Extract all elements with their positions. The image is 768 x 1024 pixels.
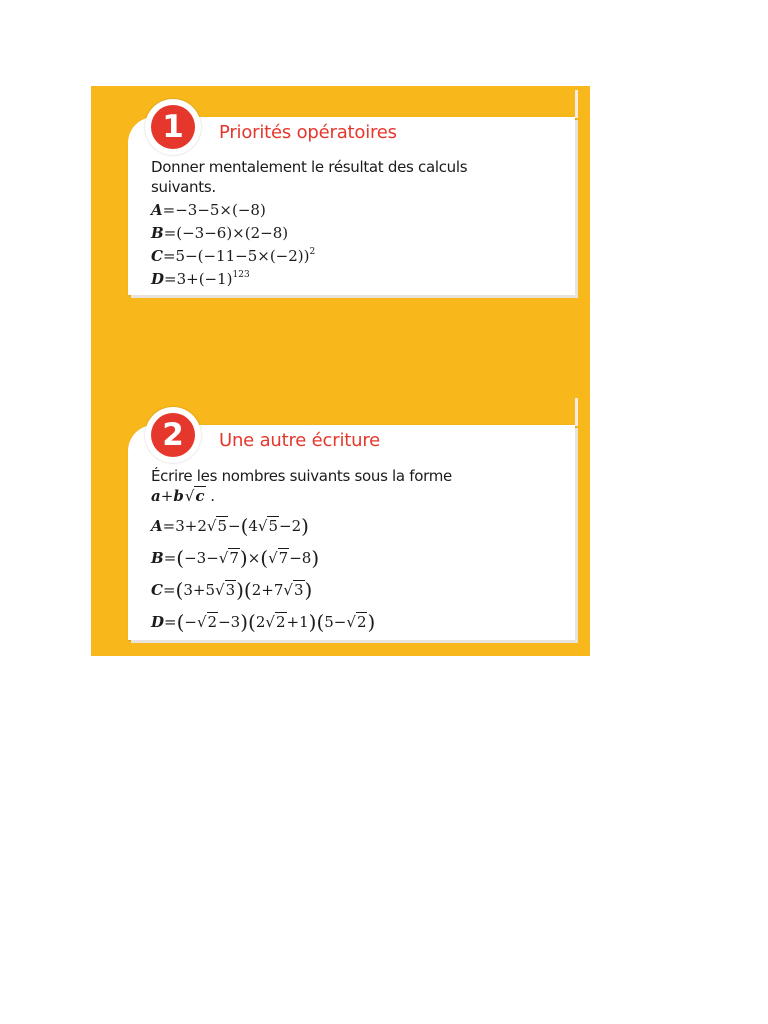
- expression-C: [151, 247, 315, 265]
- expression-exponent: 2: [309, 247, 316, 257]
- paren: ): [304, 578, 313, 602]
- expression-part: +1: [286, 613, 309, 631]
- expression-part: 2: [255, 613, 266, 631]
- card-separator: [575, 90, 578, 118]
- exercise-title: Priorités opératoires: [219, 122, 397, 143]
- expression-body: =5−(−11−5×(−2)): [162, 247, 310, 265]
- form-variable: b: [173, 487, 184, 505]
- expression-part: 4: [248, 517, 258, 535]
- expression-part: ×: [247, 549, 261, 567]
- expression-C: [151, 578, 312, 602]
- radicand: c: [195, 487, 205, 505]
- expression-part: −2: [279, 517, 302, 535]
- radicand: 7: [278, 549, 289, 567]
- expression-part: 3+5: [183, 581, 215, 599]
- instruction-line: suivants.: [151, 178, 216, 196]
- radicand: 2: [356, 613, 367, 631]
- target-form: a+b√c .: [151, 487, 216, 505]
- sqrt-sign: √: [196, 613, 207, 631]
- exercise-instruction: [151, 157, 467, 197]
- sqrt-sign: √: [257, 517, 268, 535]
- expression-part: =: [163, 549, 177, 567]
- expression-variable: C: [151, 581, 163, 599]
- exercise-number-badge: [145, 407, 201, 463]
- expression-B: [151, 546, 319, 570]
- expression-B: [151, 224, 288, 242]
- sqrt-sign: √: [283, 581, 293, 599]
- expression-variable: D: [151, 270, 165, 288]
- expression-variable: A: [151, 517, 163, 535]
- expression-variable: B: [151, 549, 164, 567]
- paren: ): [239, 546, 248, 570]
- expression-part: =: [162, 581, 176, 599]
- sqrt-sign: √: [346, 613, 356, 631]
- exercise-number: 1: [151, 105, 195, 149]
- paren: (: [176, 610, 185, 634]
- expression-body: =−3−5×(−8): [162, 201, 266, 219]
- paren: ): [240, 610, 249, 634]
- form-variable: a: [151, 487, 161, 505]
- expression-part: −8: [289, 549, 312, 567]
- paren: (: [260, 546, 269, 570]
- exercise-number: 2: [151, 413, 195, 457]
- expression-part: −: [184, 613, 197, 631]
- paren: (: [176, 546, 185, 570]
- paren: ): [236, 578, 244, 602]
- expression-part: −3−: [184, 549, 219, 567]
- radicand: 5: [217, 517, 227, 535]
- paren: (: [316, 610, 325, 634]
- expression-A: [151, 514, 309, 538]
- expression-part: =: [164, 613, 177, 631]
- expression-variable: C: [151, 247, 163, 265]
- paren: (: [248, 610, 256, 634]
- paren: ): [308, 610, 317, 634]
- card-separator: [575, 398, 578, 426]
- sqrt-sign: √: [215, 581, 225, 599]
- exercise-instruction: [151, 466, 452, 486]
- exercise-number-badge: [145, 99, 201, 155]
- radicand: 3: [225, 581, 236, 599]
- expression-body: =(−3−6)×(2−8): [163, 224, 289, 242]
- sqrt-sign: √: [184, 487, 195, 505]
- paren: ): [311, 546, 320, 570]
- expression-part: −: [227, 517, 241, 535]
- paren: ): [301, 514, 309, 538]
- instruction-line: Donner mentalement le résultat des calculs: [151, 158, 468, 176]
- expression-D: [151, 610, 375, 634]
- expression-variable: A: [151, 201, 163, 219]
- radicand: 7: [229, 549, 239, 567]
- expression-body: =3+(−1): [164, 270, 233, 288]
- expression-D: [151, 270, 250, 288]
- radicand: 2: [275, 613, 286, 631]
- expression-part: 5−: [324, 613, 347, 631]
- sqrt-sign: √: [268, 549, 278, 567]
- instruction-line: Écrire les nombres suivants sous la forme: [151, 467, 452, 485]
- paren: (: [243, 578, 252, 602]
- expression-part: 2+7: [251, 581, 284, 599]
- paren: ): [367, 610, 376, 634]
- radicand: 5: [268, 517, 279, 535]
- expression-exponent: 123: [232, 270, 250, 280]
- radicand: 2: [207, 613, 218, 631]
- expression-variable: D: [151, 613, 165, 631]
- sqrt-sign: √: [206, 517, 217, 535]
- expression-variable: B: [151, 224, 164, 242]
- expression-A: [151, 201, 266, 219]
- paren: (: [175, 578, 184, 602]
- sqrt-sign: √: [265, 613, 275, 631]
- expression-part: −3: [218, 613, 241, 631]
- exercise-title: Une autre écriture: [219, 430, 380, 451]
- sqrt-sign: √: [218, 549, 229, 567]
- radicand: 3: [293, 581, 304, 599]
- paren: (: [240, 514, 249, 538]
- expression-part: =3+2: [162, 517, 207, 535]
